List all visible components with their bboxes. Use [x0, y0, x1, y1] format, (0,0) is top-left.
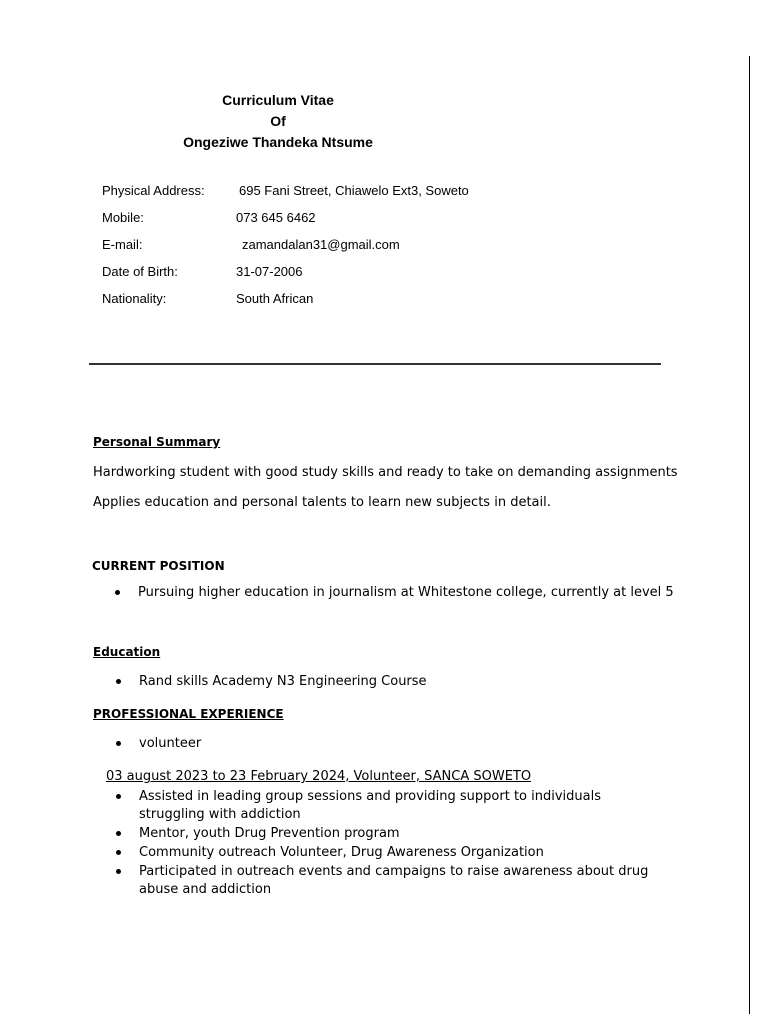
bullet-icon — [116, 741, 121, 746]
summary-line: Applies education and personal talents to learn new subjects in detail. — [93, 495, 551, 510]
dob-value: 31-07-2006 — [236, 264, 303, 279]
current-position-heading: CURRENT POSITION — [92, 559, 225, 573]
bullet-icon — [116, 679, 121, 684]
bullet-icon — [116, 831, 121, 836]
professional-experience-heading: PROFESSIONAL EXPERIENCE — [93, 707, 284, 721]
education-item: Rand skills Academy N3 Engineering Course — [139, 674, 427, 689]
cv-title: Curriculum Vitae — [222, 92, 334, 108]
email-label: E-mail: — [102, 237, 143, 252]
experience-detail: Participated in outreach events and campaigns to raise awareness about drug abuse and addiction — [139, 864, 649, 897]
nationality-label: Nationality: — [102, 291, 167, 306]
experience-detail: Community outreach Volunteer, Drug Awareness Organization — [139, 845, 544, 860]
bullet-icon — [116, 869, 121, 874]
nationality-value: South African — [236, 291, 314, 306]
bullet-icon — [115, 590, 120, 595]
summary-line: Hardworking student with good study skills and ready to take on demanding assignments — [93, 465, 678, 480]
cv-title-of: Of — [270, 113, 286, 129]
current-position-item: Pursuing higher education in journalism at Whitestone college, currently at level 5 — [138, 585, 674, 600]
email-value: zamandalan31@gmail.com — [242, 237, 400, 252]
mobile-value: 073 645 6462 — [236, 210, 316, 225]
address-label: Physical Address: — [102, 183, 205, 198]
experience-role-line: 03 august 2023 to 23 February 2024, Volunteer, SANCA SOWETO — [106, 769, 532, 784]
experience-item: volunteer — [139, 736, 202, 751]
address-value: 695 Fani Street, Chiawelo Ext3, Soweto — [239, 183, 469, 198]
mobile-label: Mobile: — [102, 210, 144, 225]
dob-label: Date of Birth: — [102, 264, 178, 279]
experience-detail: Mentor, youth Drug Prevention program — [139, 826, 400, 841]
section-divider — [89, 363, 661, 365]
bullet-icon — [116, 850, 121, 855]
cv-owner-name: Ongeziwe Thandeka Ntsume — [183, 134, 373, 150]
experience-detail: Assisted in leading group sessions and providing support to individuals struggling with addiction — [139, 789, 602, 822]
education-heading: Education — [93, 645, 161, 659]
personal-summary-heading: Personal Summary — [93, 435, 221, 449]
bullet-icon — [116, 794, 121, 799]
page-edge-rule — [749, 56, 750, 1014]
